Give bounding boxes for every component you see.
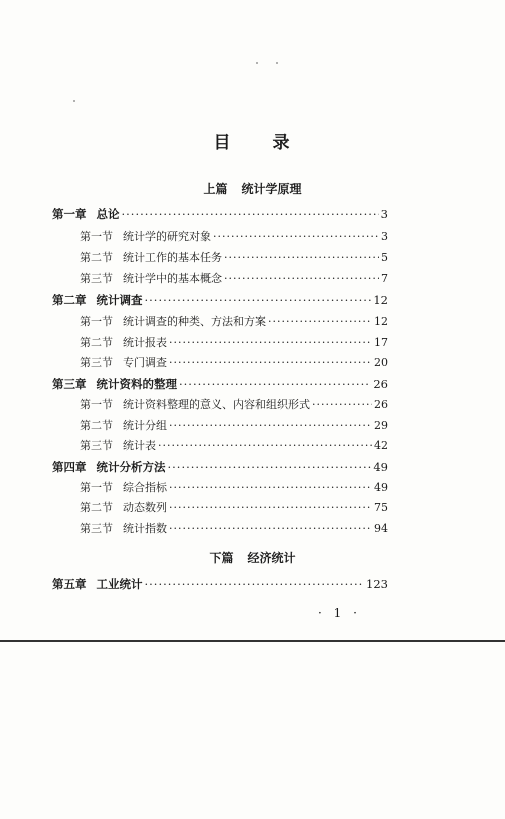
entry-label: 第一节 xyxy=(80,230,113,243)
entry-name: 工业统计 xyxy=(96,577,143,591)
page-number: · 1 · xyxy=(318,606,361,620)
dot-leader xyxy=(169,480,372,496)
entry-label: 第五章 xyxy=(52,577,87,591)
entry-name: 统计指数 xyxy=(123,522,167,535)
toc-entry-chapter[interactable] xyxy=(52,376,388,392)
part-one-label: 上篇 xyxy=(203,182,228,196)
entry-page: 17 xyxy=(374,336,388,349)
title-char-2: 录 xyxy=(272,133,292,153)
scan-speck xyxy=(73,100,75,102)
toc-entry-section[interactable] xyxy=(80,335,388,351)
dot-leader xyxy=(169,355,372,371)
toc-entry-section[interactable] xyxy=(80,521,388,537)
entry-name: 统计分组 xyxy=(123,419,167,432)
entry-label: 第三节 xyxy=(80,439,113,452)
entry-name: 统计调查 xyxy=(96,293,143,307)
dot-leader xyxy=(224,250,379,266)
entry-page: 75 xyxy=(374,501,388,514)
entry-page: 20 xyxy=(374,356,388,369)
entry-page: 42 xyxy=(374,439,388,452)
entry-name: 专门调查 xyxy=(123,356,167,369)
entry-page: 12 xyxy=(374,315,388,328)
part-two-label: 下篇 xyxy=(209,551,234,565)
toc-entry-section[interactable] xyxy=(80,418,388,434)
entry-label: 第一节 xyxy=(80,481,113,494)
entry-page: 26 xyxy=(373,377,388,391)
dot-leader xyxy=(179,376,371,392)
entry-name: 综合指标 xyxy=(123,481,167,494)
entry-name: 统计学中的基本概念 xyxy=(123,272,222,285)
dot-leader xyxy=(268,314,372,330)
part-two-heading xyxy=(0,549,505,566)
dot-leader xyxy=(213,229,379,245)
dot-leader xyxy=(168,459,372,475)
dot-leader xyxy=(145,292,372,308)
page-edge-rule xyxy=(0,640,505,642)
scan-speck xyxy=(276,62,278,64)
dot-leader xyxy=(169,335,372,351)
dot-leader xyxy=(312,397,372,413)
part-two-name: 经济统计 xyxy=(247,551,296,565)
entry-name: 统计工作的基本任务 xyxy=(123,251,222,264)
toc-entry-chapter[interactable] xyxy=(52,576,388,592)
entry-page: 26 xyxy=(374,398,388,411)
toc-entry-section[interactable] xyxy=(80,500,388,516)
entry-page: 7 xyxy=(381,272,388,285)
entry-name: 统计分析方法 xyxy=(96,460,166,474)
entry-label: 第二节 xyxy=(80,336,113,349)
title-char-1: 目 xyxy=(213,133,233,153)
entry-page: 5 xyxy=(381,251,388,264)
entry-page: 12 xyxy=(373,293,388,307)
entry-label: 第三章 xyxy=(52,377,87,391)
entry-label: 第一节 xyxy=(80,315,113,328)
entry-page: 29 xyxy=(374,419,388,432)
toc-entry-section[interactable] xyxy=(80,271,388,287)
entry-label: 第一章 xyxy=(52,207,87,221)
entry-label: 第一节 xyxy=(80,398,113,411)
entry-page: 94 xyxy=(374,522,388,535)
entry-label: 第二节 xyxy=(80,419,113,432)
toc-entry-section[interactable] xyxy=(80,314,388,330)
entry-name: 统计学的研究对象 xyxy=(123,230,211,243)
toc-entry-section[interactable] xyxy=(80,480,388,496)
dot-leader xyxy=(169,521,372,537)
entry-name: 统计调查的种类、方法和方案 xyxy=(123,315,266,328)
entry-page: 49 xyxy=(373,460,388,474)
toc-entry-section[interactable] xyxy=(80,438,388,454)
entry-label: 第二节 xyxy=(80,251,113,264)
entry-label: 第三节 xyxy=(80,522,113,535)
dot-leader xyxy=(158,438,372,454)
entry-page: 123 xyxy=(366,577,388,591)
entry-name: 总论 xyxy=(96,207,120,221)
entry-name: 统计表 xyxy=(123,439,156,452)
entry-name: 统计资料的整理 xyxy=(96,377,177,391)
entry-page: 3 xyxy=(381,230,388,243)
entry-label: 第三节 xyxy=(80,272,113,285)
dot-leader xyxy=(224,271,379,287)
scan-speck xyxy=(256,62,258,64)
entry-name: 动态数列 xyxy=(123,501,167,514)
entry-page: 49 xyxy=(374,481,388,494)
dot-leader xyxy=(145,576,365,592)
entry-label: 第二章 xyxy=(52,293,87,307)
entry-label: 第三节 xyxy=(80,356,113,369)
toc-entry-section[interactable] xyxy=(80,355,388,371)
dot-leader xyxy=(169,500,372,516)
dot-leader xyxy=(122,206,379,222)
toc-entry-section[interactable] xyxy=(80,397,388,413)
entry-label: 第二节 xyxy=(80,501,113,514)
toc-entry-section[interactable] xyxy=(80,229,388,245)
entry-name: 统计报表 xyxy=(123,336,167,349)
part-one-name: 统计学原理 xyxy=(241,182,302,196)
toc-entry-chapter[interactable] xyxy=(52,292,388,308)
toc-entry-section[interactable] xyxy=(80,250,388,266)
entry-label: 第四章 xyxy=(52,460,87,474)
entry-name: 统计资料整理的意义、内容和组织形式 xyxy=(123,398,310,411)
part-one-heading xyxy=(0,180,505,197)
toc-entry-chapter[interactable] xyxy=(52,206,388,222)
toc-entry-chapter[interactable] xyxy=(52,459,388,475)
page-title xyxy=(0,128,505,153)
entry-page: 3 xyxy=(380,207,388,221)
dot-leader xyxy=(169,418,372,434)
